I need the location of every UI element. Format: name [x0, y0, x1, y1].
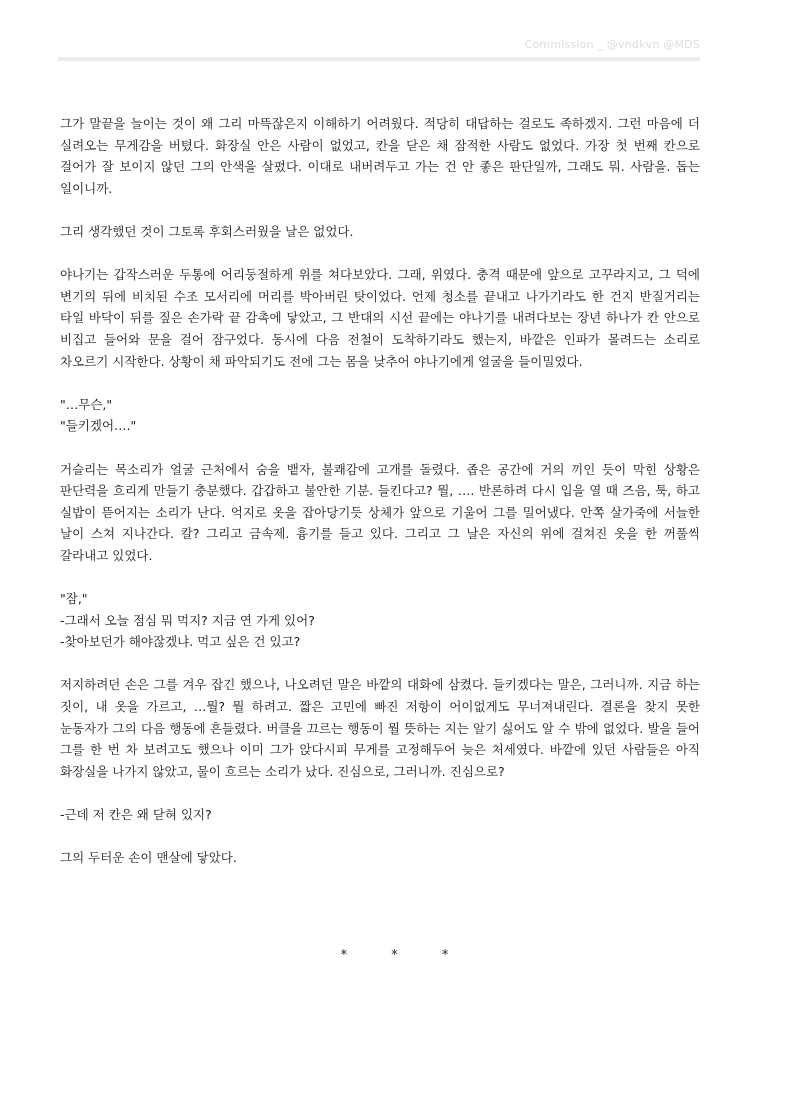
header-rule: [58, 57, 700, 61]
paragraph: 저지하려던 손은 그를 겨우 잡긴 했으나, 나오려던 말은 바깥의 대화에 삼켰다. 들키겠다는 말은, 그러니까. 지금 하는 짓이, 내 옷을 가르고, …뭘? 뭘 하려고. 짧은 고민에 빠진 저항이 어이없게도 무너져내린다. 결론을 찾지 못한 눈동자가 그의 다음 행동에 흔들렸다. 버클을 끄르는 행동이 뭘 뜻하는 지는 알기 싫어도 알 수 밖에 없었다. 발을 들어 그를 한 번 차 보려고도 했으나 이미 그가 앉다시피 무게를 고정해두어 늦은 처세였다. 바깥에 있던 사람들은 아직 화장실을 나가지 않았고, 물이 흐르는 소리가 났다. 진심으로, 그러니까. 진심으로?: [60, 677, 700, 779]
paragraph: 그리 생각했던 것이 그토록 후회스러웠을 날은 없었다.: [60, 223, 354, 239]
dialogue: "…무슨," "들키겠어….": [60, 396, 137, 434]
document-body: [60, 113, 700, 890]
paragraph: 그의 두터운 손이 맨살에 닿았다.: [60, 850, 237, 866]
paragraph: 야나기는 갑작스러운 두통에 어리둥절하게 위를 쳐다보았다. 그래, 위였다. 충격 때문에 앞으로 고꾸라지고, 그 덕에 변기의 뒤에 비치된 수조 모서리에 머리를 박아버린 탓이었다. 언제 청소를 끝내고 나가기라도 한 건지 반질거리는 타일 바닥이 뒤를 짚은 손가락 끝 감촉에 닿았고, 그 반대의 시선 끝에는 야나기를 내려다보는 장년 하나가 칸 안으로 비집고 들어와 문을 걸어 잠구었다. 동시에 다음 전철이 도착하기라도 했는지, 바깥은 인파가 몰려드는 소리로 차오르기 시작한다. 상황이 채 파악되기도 전에 그는 몸을 낮추어 야나기에게 얼굴을 들이밀었다.: [60, 267, 700, 369]
dialogue: "잠," -그래서 오늘 점심 뭐 먹지? 지금 연 가게 있어? -찾아보던가 해야잖겠냐. 먹고 싶은 건 있고?: [60, 591, 315, 650]
header-watermark: Commission _ @vndkvn @MDS: [524, 38, 700, 51]
paragraph: 거슬리는 목소리가 얼굴 근처에서 숨을 뱉자, 불쾌감에 고개를 돌렸다. 좁은 공간에 거의 끼인 듯이 막힌 상황은 판단력을 흐리게 만들기 충분했다. 갑갑하고 불안한 기분. 들킨다고? 뭘, …. 반론하려 다시 입을 열 때 즈음, 툭, 하고 실밥이 뜯어지는 소리가 난다. 억지로 옷을 잡아당기듯 상체가 앞으로 기울어 그를 밀어냈다. 안쪽 살가죽에 서늘한 날이 스쳐 지나간다. 칼? 그리고 금속제. 흉기를 들고 있다. 그리고 그 날은 자신의 위에 걸쳐진 옷을 한 꺼풀씩 갈라내고 있었다.: [60, 461, 700, 563]
paragraph: 그가 말끝을 늘이는 것이 왜 그리 마뜩잖은지 이해하기 어려웠다. 적당히 대답하는 걸로도 족하겠지. 그런 마음에 더 실려오는 무게감을 버텼다. 화장실 안은 사람이 없었고, 칸을 닫은 채 잠적한 사람도 없었다. 가장 첫 번째 칸으로 걸어가 잘 보이지 않던 그의 안색을 살폈다. 이대로 내버려두고 가는 건 안 좋은 판단일까, 그래도 뭐. 사람을. 돕는 일이니까.: [60, 116, 700, 196]
dialogue: -근데 저 칸은 왜 닫혀 있지?: [60, 807, 212, 822]
section-break: * * *: [340, 948, 469, 963]
